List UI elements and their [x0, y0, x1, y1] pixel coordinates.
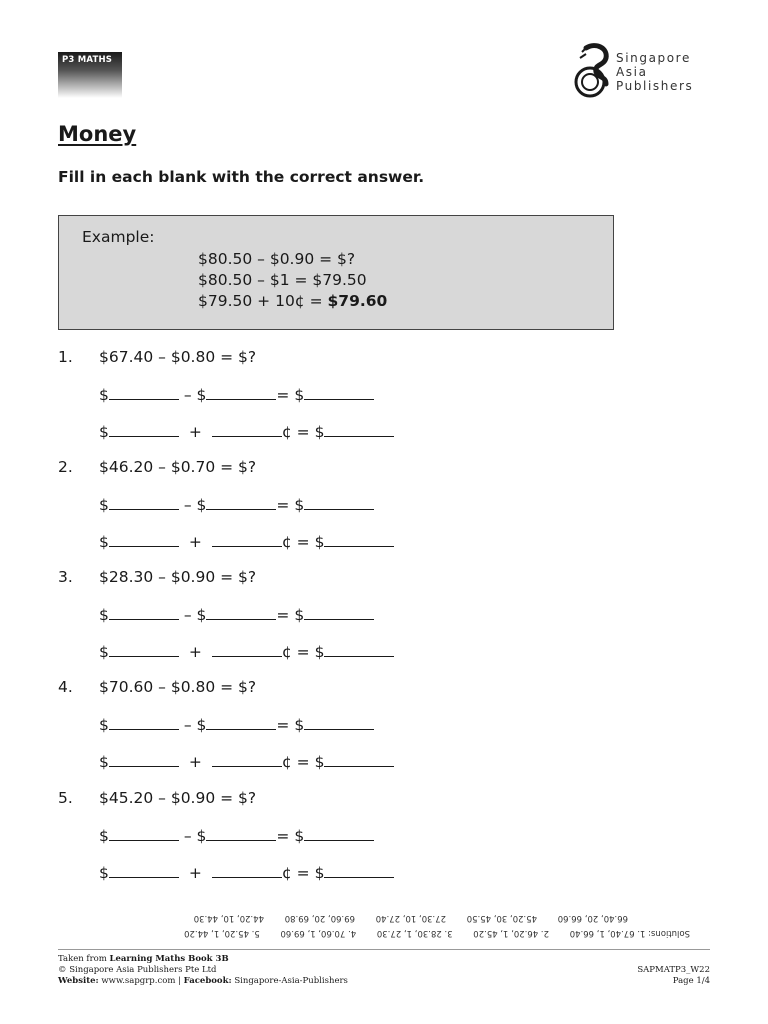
example-line-1: $80.50 – $0.90 = $?: [198, 250, 356, 268]
minus-sign: –: [183, 716, 192, 734]
publisher-line-1: Singapore: [616, 51, 691, 65]
blank-field[interactable]: [206, 715, 276, 730]
cent-equals: ¢ =: [281, 753, 310, 771]
publisher-line-3: Publishers: [616, 79, 694, 93]
blank-field[interactable]: [109, 605, 179, 620]
dollar-sign: $: [294, 496, 305, 514]
question-number: 4.: [58, 678, 73, 696]
question-problem: $45.20 – $0.90 = $?: [99, 789, 257, 807]
blank-field[interactable]: [304, 826, 374, 841]
dollar-sign: $: [294, 386, 305, 404]
question-number: 5.: [58, 789, 73, 807]
facebook-label: Facebook:: [183, 976, 232, 986]
blank-field[interactable]: [304, 605, 374, 620]
minus-sign: –: [183, 606, 192, 624]
equals-sign: =: [276, 386, 290, 404]
blank-field[interactable]: [212, 752, 282, 767]
solution-4b: 69.60, 20, 69.80: [284, 913, 355, 923]
dollar-sign: $: [99, 716, 109, 734]
question-problem: $70.60 – $0.80 = $?: [99, 678, 257, 696]
page-title: Money: [58, 122, 137, 146]
cent-equals: ¢ =: [281, 643, 310, 661]
step-subtract-row: [99, 605, 374, 624]
website-link[interactable]: www.sapgrp.com |: [98, 976, 184, 986]
blank-field[interactable]: [206, 605, 276, 620]
example-answer: $79.60: [327, 292, 388, 310]
footer-links: [58, 976, 348, 987]
blank-field[interactable]: [304, 715, 374, 730]
solutions-upside-down: [184, 906, 690, 940]
equals-sign: =: [276, 827, 290, 845]
question-problem: $46.20 – $0.70 = $?: [99, 458, 257, 476]
blank-field[interactable]: [109, 385, 179, 400]
seahorse-logo-icon: [572, 40, 614, 102]
facebook-link[interactable]: Singapore-Asia-Publishers: [231, 976, 348, 986]
blank-field[interactable]: [324, 532, 394, 547]
solution-5a: 5. 45.20, 1, 44.20: [184, 928, 260, 938]
step-subtract-row: [99, 385, 374, 404]
solution-4a: 4. 70.60, 1, 69.60: [280, 928, 357, 938]
blank-field[interactable]: [304, 495, 374, 510]
dollar-sign: $: [99, 423, 109, 441]
dollar-sign: $: [196, 716, 207, 734]
solutions-row-1: [184, 925, 690, 940]
step-add-row: [99, 422, 394, 441]
solution-2b: 45.20, 30, 45.50: [466, 913, 537, 923]
blank-field[interactable]: [109, 826, 179, 841]
example-line-3-text: $79.50 + 10¢ =: [198, 292, 323, 310]
dollar-sign: $: [99, 753, 109, 771]
blank-field[interactable]: [206, 385, 276, 400]
dollar-sign: $: [99, 533, 109, 551]
question-number: 2.: [58, 458, 73, 476]
question-number: 1.: [58, 348, 73, 366]
dollar-sign: $: [99, 643, 109, 661]
instruction: Fill in each blank with the correct answer.: [58, 168, 425, 186]
cent-equals: ¢ =: [281, 533, 310, 551]
dollar-sign: $: [196, 496, 207, 514]
publisher-logo: [572, 40, 722, 102]
dollar-sign: $: [314, 753, 325, 771]
website-label: Website:: [58, 976, 99, 986]
dollar-sign: $: [294, 606, 305, 624]
step-subtract-row: [99, 826, 374, 845]
solution-2a: 2. 46.20, 1, 45.20: [473, 928, 549, 938]
equals-sign: =: [276, 716, 290, 734]
publisher-line-2: Asia: [616, 65, 648, 79]
solutions-row-2: [193, 910, 690, 925]
dollar-sign: $: [99, 864, 109, 882]
blank-field[interactable]: [212, 642, 282, 657]
blank-field[interactable]: [109, 863, 179, 878]
blank-field[interactable]: [109, 642, 179, 657]
equals-sign: =: [276, 606, 290, 624]
blank-field[interactable]: [304, 385, 374, 400]
grade-tag-label: P3 MATHS: [62, 55, 113, 65]
blank-field[interactable]: [212, 863, 282, 878]
blank-field[interactable]: [324, 642, 394, 657]
blank-field[interactable]: [109, 752, 179, 767]
dollar-sign: $: [196, 606, 207, 624]
footer-right: [637, 954, 710, 987]
worksheet-code: SAPMATP3_W22: [637, 965, 710, 975]
dollar-sign: $: [99, 386, 109, 404]
solution-5b: 44.20, 10, 44.30: [193, 913, 264, 923]
dollar-sign: $: [196, 386, 207, 404]
minus-sign: –: [183, 496, 192, 514]
blank-field[interactable]: [212, 532, 282, 547]
blank-field[interactable]: [109, 532, 179, 547]
blank-field[interactable]: [324, 422, 394, 437]
example-line-2: $80.50 – $1 = $79.50: [198, 271, 367, 289]
cent-equals: ¢ =: [281, 423, 310, 441]
minus-sign: –: [183, 827, 192, 845]
blank-field[interactable]: [206, 826, 276, 841]
dollar-sign: $: [99, 827, 109, 845]
footer-left: [58, 954, 348, 987]
solution-3b: 27.30, 10, 27.40: [375, 913, 446, 923]
question-problem: $28.30 – $0.90 = $?: [99, 568, 257, 586]
solution-3a: 3. 28.30, 1, 27.30: [376, 928, 453, 938]
footer-source: [58, 954, 348, 965]
dollar-sign: $: [196, 827, 207, 845]
plus-sign: +: [188, 864, 202, 882]
dollar-sign: $: [314, 533, 325, 551]
example-box: [58, 215, 614, 330]
plus-sign: +: [188, 643, 202, 661]
footer-divider: [58, 949, 710, 950]
page-number: Page 1/4: [672, 976, 710, 986]
blank-field[interactable]: [109, 422, 179, 437]
dollar-sign: $: [294, 827, 305, 845]
equals-sign: =: [276, 496, 290, 514]
step-add-row: [99, 532, 394, 551]
solution-1a: Solutions: 1. 67.40, 1, 66.40: [569, 928, 690, 938]
cent-equals: ¢ =: [281, 864, 310, 882]
step-add-row: [99, 642, 394, 661]
footer-copyright: © Singapore Asia Publishers Pte Ltd: [58, 965, 217, 975]
blank-field[interactable]: [109, 715, 179, 730]
step-add-row: [99, 863, 394, 882]
question-number: 3.: [58, 568, 73, 586]
minus-sign: –: [183, 386, 192, 404]
dollar-sign: $: [99, 496, 109, 514]
example-label: Example:: [82, 228, 155, 246]
grade-tag: [58, 52, 122, 98]
solution-1b: 66.40, 20, 66.60: [557, 913, 628, 923]
plus-sign: +: [188, 753, 202, 771]
dollar-sign: $: [294, 716, 305, 734]
dollar-sign: $: [314, 423, 325, 441]
example-line-3: [198, 292, 387, 310]
question-problem: $67.40 – $0.80 = $?: [99, 348, 257, 366]
footer-book: Learning Maths Book 3B: [109, 954, 229, 964]
plus-sign: +: [188, 423, 202, 441]
blank-field[interactable]: [212, 422, 282, 437]
dollar-sign: $: [314, 864, 325, 882]
blank-field[interactable]: [324, 863, 394, 878]
step-subtract-row: [99, 715, 374, 734]
step-subtract-row: [99, 495, 374, 514]
blank-field[interactable]: [109, 495, 179, 510]
blank-field[interactable]: [206, 495, 276, 510]
dollar-sign: $: [314, 643, 325, 661]
step-add-row: [99, 752, 394, 771]
blank-field[interactable]: [324, 752, 394, 767]
dollar-sign: $: [99, 606, 109, 624]
plus-sign: +: [188, 533, 202, 551]
footer-source-prefix: Taken from: [58, 954, 110, 964]
